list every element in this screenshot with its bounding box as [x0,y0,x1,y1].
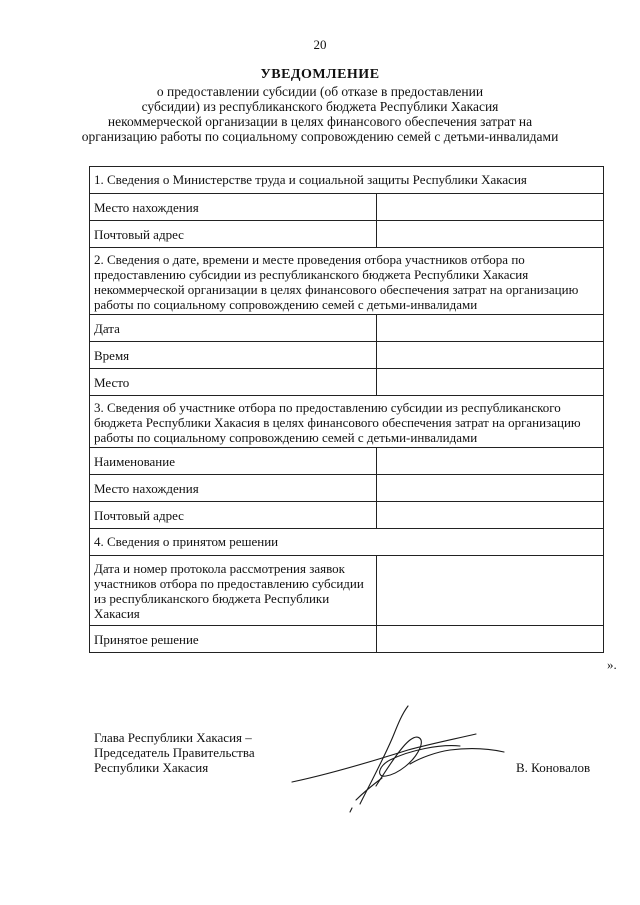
row-label-postal-address: Почтовый адрес [90,221,377,248]
row-value-protocol[interactable] [377,556,604,626]
row-label-time: Время [90,342,377,369]
row-value-decision[interactable] [377,626,604,653]
row-value-postal-address[interactable] [377,221,604,248]
section-1-header: 1. Сведения о Министерстве труда и социальной защиты Республики Хакасия [90,167,604,194]
row-label-place: Место [90,369,377,396]
signatory-position [94,730,255,775]
row-label-location: Место нахождения [90,194,377,221]
row-label-name: Наименование [90,448,377,475]
row-label-decision: Принятое решение [90,626,377,653]
closing-quote-mark: ». [607,657,617,672]
signatory-name: В. Коновалов [516,760,591,775]
signatory-position-line: Республики Хакасия [94,760,209,775]
row-value-participant-postal-address[interactable] [377,502,604,529]
heading-line: субсидии) из республиканского бюджета Республики Хакасия [141,99,499,114]
row-value-participant-location[interactable] [377,475,604,502]
row-value-location[interactable] [377,194,604,221]
signatory-position-line: Глава Республики Хакасия – [94,730,252,745]
row-label-protocol: Дата и номер протокола рассмотрения заявок участников отбора по предоставлению субсидии из республиканского бюджета Республики Хакасия [90,556,377,626]
section-3-header: 3. Сведения об участнике отбора по предоставлению субсидии из республиканского бюджета Республики Хакасия в целях финансового обеспечения затрат на организацию работы по социальному сопровождению семей с детьми-инвалидами [90,396,604,448]
row-value-place[interactable] [377,369,604,396]
document-title: УВЕДОМЛЕНИЕ [260,67,380,82]
signatory-position-line: Председатель Правительства [94,745,255,760]
row-value-name[interactable] [377,448,604,475]
heading-line: организацию работы по социальному сопровождению семей с детьми-инвалидами [81,129,559,144]
row-value-date[interactable] [377,315,604,342]
heading-line: некоммерческой организации в целях финансового обеспечения затрат на [107,114,533,129]
section-4-header: 4. Сведения о принятом решении [90,529,604,556]
row-label-participant-location: Место нахождения [90,475,377,502]
notification-form-table [89,166,604,653]
row-label-date: Дата [90,315,377,342]
page-number: 20 [313,37,327,52]
section-2-header: 2. Сведения о дате, времени и месте проведения отбора участников отбора по предоставлению субсидии из республиканского бюджета Республики Хакасия некоммерческой организации в целях финансового обеспечения затрат на организацию работы по социальному сопровождению семей с детьми-инвалидами [90,248,604,315]
document-heading [0,67,640,144]
heading-line: о предоставлении субсидии (об отказе в предоставлении [156,84,484,99]
row-label-participant-postal-address: Почтовый адрес [90,502,377,529]
handwritten-signature [290,704,520,814]
row-value-time[interactable] [377,342,604,369]
